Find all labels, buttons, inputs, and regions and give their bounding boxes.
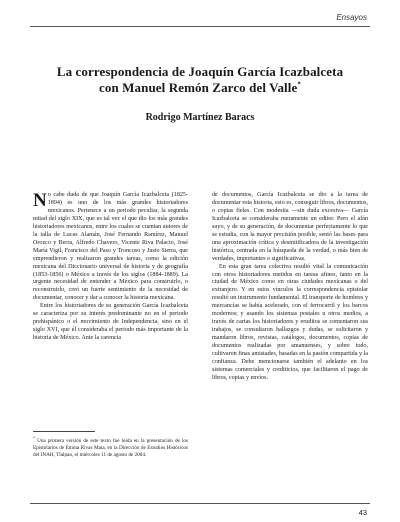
paragraph: En esta gran tarea colectiva resultó vital la comunicación con otros historiadores metidos en tareas afines, tanto en la ciudad de México como en otras ciudades mexicanas o del extranjero. Y en estos vínculos la correspondencia epistolar resultó un instrumento fundamental. El transporte de hombres y mercancías se había acelerado, con el ferrocarril y los barcos modernos; y usando los sistemas postales u otros medios, a través de cartas los historiadores y eruditos se comentaron sus trabajos, se consultaron hallazgos y dudas, se solicitaron y mandaron libros, revistas, catálogos, documentos, copias de documentos realizadas por amanuenses, y sobre todo, cultivaron finas amistades, basadas en la pasión compartida y la confianza. Debe mencionarse también el adelanto en los sistemas comerciales y crediticios, que facilitaron el pago de libros, copias y envíos. — [212, 263, 368, 381]
title-line-2 — [30, 80, 370, 96]
title-line-1: La correspondencia de Joaquín García Icazbalceta — [56, 64, 344, 79]
title-line-2-text: con Manuel Remón Zarco del Valle — [99, 80, 298, 95]
footnote — [33, 435, 189, 459]
title-footnote-mark: * — [297, 80, 301, 89]
paragraph: Entre los historiadores de su generación García Icazbalceta se caracteriza por su interés predominante no en el periodo prehispánico o el movimiento de Independencia, sino en el siglo XVI, que él consideraba el periodo más importante de la historia de México. Ante la carencia — [33, 303, 188, 342]
footnote-text: Una primera versión de este texto fue leída en la presentación de los Epistolarios de Emma Rivas Mata, en la Dirección de Estudios Históricos del INAH, Tlalpan, el miércoles 11 de agosto de 2004. — [33, 438, 189, 458]
paragraph-text: o cabe duda de que Joaquín García Icazbalceta (1825-1894) es uno de los más grandes historiadores mexicanos. Pertenece a un periodo peculiar, la segunda mitad del siglo XIX, que es tal vez el que dio los más grandes historiadores mexicanos, entre los cuales se cuentan autores de la talla de Lucas Alamán, José Fernando Ramírez, Manuel Orozco y Berra, Alfredo Chavero, Vicente Riva Palacio, José María Vigil, Francisco del Paso y Troncoso y Justo Sierra, que emprendieron y realizaron grandes tareas, como la edición mexicana del Diccionario universal de historia y de geografía (1853-1856) o México a través de los siglos (1884-1889). La urgente necesidad de entender a México para construirlo, o reconstruirlo, creó un fuerte sentimiento de la necesidad de documentar, conocer y dar a conocer la historia mexicana. — [33, 192, 188, 302]
section-label: Ensayos — [336, 13, 367, 22]
article-title — [30, 64, 370, 96]
footnote-mark: * — [33, 435, 35, 441]
footnote-rule — [33, 431, 95, 432]
right-column — [212, 192, 368, 383]
page-number: 43 — [358, 508, 367, 517]
paragraph — [33, 192, 188, 303]
paragraph: de documentos, García Icazbalceta se dio a la tarea de documentar esta historia, esto es, conseguir libros, documentos, o copias fieles. Con modestia —sin duda excesiva— García Icazbalceta se consideraba meramente un editor. Pero el afán suyo, y de su generación, de documentar perfectamente lo que se estudia, con la mayor precisión posible, sentó las bases para una aproximación crítica y desmitificadora de la investigación histórica, centrada en la búsqueda de la verdad, o más bien de verdades, importantes o significativas. — [212, 192, 368, 262]
footer-rule — [30, 503, 370, 504]
author-name: Rodrigo Martínez Baracs — [145, 112, 255, 123]
header-rule — [30, 26, 370, 27]
left-column — [33, 192, 188, 343]
drop-cap: N — [33, 190, 47, 211]
